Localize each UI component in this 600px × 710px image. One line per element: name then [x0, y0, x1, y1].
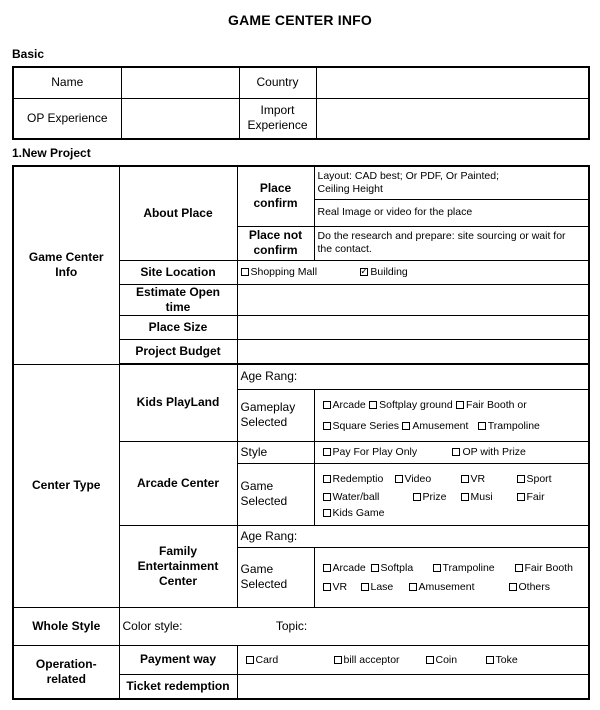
project-table [12, 165, 590, 700]
kids-option-square-series[interactable]: Square Series [323, 416, 400, 436]
checkbox-icon[interactable] [402, 422, 410, 430]
checkbox-icon[interactable] [515, 564, 523, 572]
arcade-game-options [314, 463, 589, 525]
ticket-redemption-label: Ticket redemption [119, 674, 237, 699]
checkbox-icon[interactable] [517, 475, 525, 483]
project-budget-field[interactable] [237, 339, 589, 363]
arcade-style-options [314, 441, 589, 463]
checkbox-icon[interactable] [323, 564, 331, 572]
operation-label: Operation- related [13, 645, 119, 699]
checkbox-icon[interactable] [413, 493, 421, 501]
checkbox-icon[interactable] [323, 475, 331, 483]
estimate-open-label: Estimate Open time [119, 284, 237, 315]
arcade-option-sport[interactable]: Sport [517, 470, 552, 488]
import-experience-label: Import Experience [239, 98, 316, 139]
color-style-field[interactable]: Color style: [122, 618, 183, 633]
checkbox-icon[interactable] [323, 422, 331, 430]
checkbox-icon[interactable] [334, 656, 342, 664]
kids-age-range[interactable]: Age Rang: [237, 364, 589, 389]
checkbox-icon[interactable] [461, 475, 469, 483]
place-not-confirm-label: Place not confirm [237, 226, 314, 260]
payment-option-card[interactable]: Card [246, 653, 334, 668]
kids-option-fair-booth[interactable]: Fair Booth or [456, 395, 527, 415]
kids-option-softplay[interactable]: Softplay ground [369, 395, 453, 415]
checkbox-icon[interactable] [246, 656, 254, 664]
payment-way-label: Payment way [119, 645, 237, 674]
page-title: GAME CENTER INFO [228, 12, 372, 28]
checkbox-icon[interactable] [323, 401, 331, 409]
topic-field[interactable]: Topic: [275, 618, 308, 633]
checkbox-icon[interactable] [452, 448, 460, 456]
whole-style-label: Whole Style [13, 607, 119, 645]
arcade-option-redemption[interactable]: Redemptio [323, 470, 395, 488]
checkbox-icon[interactable] [323, 509, 331, 517]
country-label: Country [239, 67, 316, 98]
op-experience-label: OP Experience [13, 98, 121, 139]
arcade-option-prize[interactable]: Prize [413, 489, 461, 505]
checkbox-icon[interactable] [369, 401, 377, 409]
checkbox-icon[interactable] [323, 448, 331, 456]
fec-age-range[interactable]: Age Rang: [237, 525, 589, 547]
checkbox-icon[interactable] [395, 475, 403, 483]
checkbox-icon[interactable] [433, 564, 441, 572]
place-size-field[interactable] [237, 315, 589, 339]
ticket-redemption-field[interactable] [237, 674, 589, 699]
kids-option-arcade[interactable]: Arcade [323, 395, 366, 415]
checkbox-icon[interactable] [456, 401, 464, 409]
import-experience-field[interactable] [316, 98, 589, 139]
shopping-mall-option[interactable]: Shopping Mall [241, 265, 318, 280]
fec-option-laser[interactable]: Lase [361, 578, 409, 596]
name-field[interactable] [121, 67, 239, 98]
estimate-open-field[interactable] [237, 284, 589, 315]
fec-option-fair-booth[interactable]: Fair Booth [515, 559, 573, 577]
checkbox-icon[interactable] [517, 493, 525, 501]
op-experience-field[interactable] [121, 98, 239, 139]
payment-option-token[interactable]: Toke [486, 653, 518, 668]
fec-option-amusement[interactable]: Amusement [409, 578, 509, 596]
fec-option-arcade[interactable]: Arcade [323, 559, 371, 577]
checkbox-icon[interactable] [509, 583, 517, 591]
arcade-option-kids-game[interactable]: Kids Game [323, 506, 385, 520]
checkbox-icon[interactable] [486, 656, 494, 664]
checkbox-icon[interactable] [371, 564, 379, 572]
payment-option-coin[interactable]: Coin [426, 653, 486, 668]
research-note: Do the research and prepare: site sourcing or wait for the contact. [314, 226, 589, 260]
checkbox-icon[interactable] [409, 583, 417, 591]
name-label: Name [13, 67, 121, 98]
basic-table [12, 66, 590, 140]
kids-option-trampoline[interactable]: Trampoline [478, 416, 540, 436]
kids-gameplay-options [314, 389, 589, 441]
about-place-label: About Place [119, 166, 237, 260]
building-option[interactable]: ✓ Building [360, 265, 407, 280]
fec-option-softplay[interactable]: Softpla [371, 559, 433, 577]
country-field[interactable] [316, 67, 589, 98]
checkbox-icon[interactable] [361, 583, 369, 591]
arcade-option-water-ball[interactable]: Water/ball [323, 489, 413, 505]
kids-playland-label: Kids PlayLand [119, 364, 237, 441]
real-image-note: Real Image or video for the place [314, 199, 589, 226]
kids-gameplay-label: Gameplay Selected [237, 389, 314, 441]
arcade-style-label: Style [237, 441, 314, 463]
whole-style-fields [119, 607, 589, 645]
layout-note: Layout: CAD best; Or PDF, Or Painted; Ceiling Height [314, 166, 589, 199]
fec-option-trampoline[interactable]: Trampoline [433, 559, 515, 577]
checkbox-icon[interactable] [241, 268, 249, 276]
kids-option-amusement[interactable]: Amusement [402, 416, 468, 436]
project-budget-label: Project Budget [119, 339, 237, 363]
payment-options [237, 645, 589, 674]
arcade-option-music[interactable]: Musi [461, 489, 517, 505]
checkbox-icon[interactable] [478, 422, 486, 430]
arcade-option-vr[interactable]: VR [461, 470, 517, 488]
fec-game-options [314, 547, 589, 607]
op-with-prize-option[interactable]: OP with Prize [452, 445, 525, 460]
fec-label: Family Entertainment Center [119, 525, 237, 607]
fec-option-vr[interactable]: VR [323, 578, 361, 596]
checkbox-icon[interactable] [323, 583, 331, 591]
place-size-label: Place Size [119, 315, 237, 339]
checkbox-icon[interactable] [323, 493, 331, 501]
place-confirm-label: Place confirm [237, 166, 314, 226]
payment-option-bill[interactable]: bill acceptor [334, 653, 426, 668]
fec-option-others[interactable]: Others [509, 578, 551, 596]
arcade-option-fair[interactable]: Fair [517, 489, 545, 505]
arcade-game-label: Game Selected [237, 463, 314, 525]
arcade-center-label: Arcade Center [119, 441, 237, 525]
checkbox-icon[interactable] [461, 493, 469, 501]
center-type-label: Center Type [13, 364, 119, 607]
arcade-option-video[interactable]: Video [395, 470, 461, 488]
basic-heading: Basic [12, 47, 45, 61]
pay-for-play-option[interactable]: Pay For Play Only [323, 445, 418, 460]
game-center-info-label: Game Center Info [13, 166, 119, 364]
site-location-label: Site Location [119, 260, 237, 284]
fec-game-label: Game Selected [237, 547, 314, 607]
site-location-options [237, 260, 589, 284]
checked-checkbox-icon[interactable] [360, 268, 368, 276]
checkbox-icon[interactable] [426, 656, 434, 664]
new-project-heading: 1.New Project [12, 146, 91, 160]
